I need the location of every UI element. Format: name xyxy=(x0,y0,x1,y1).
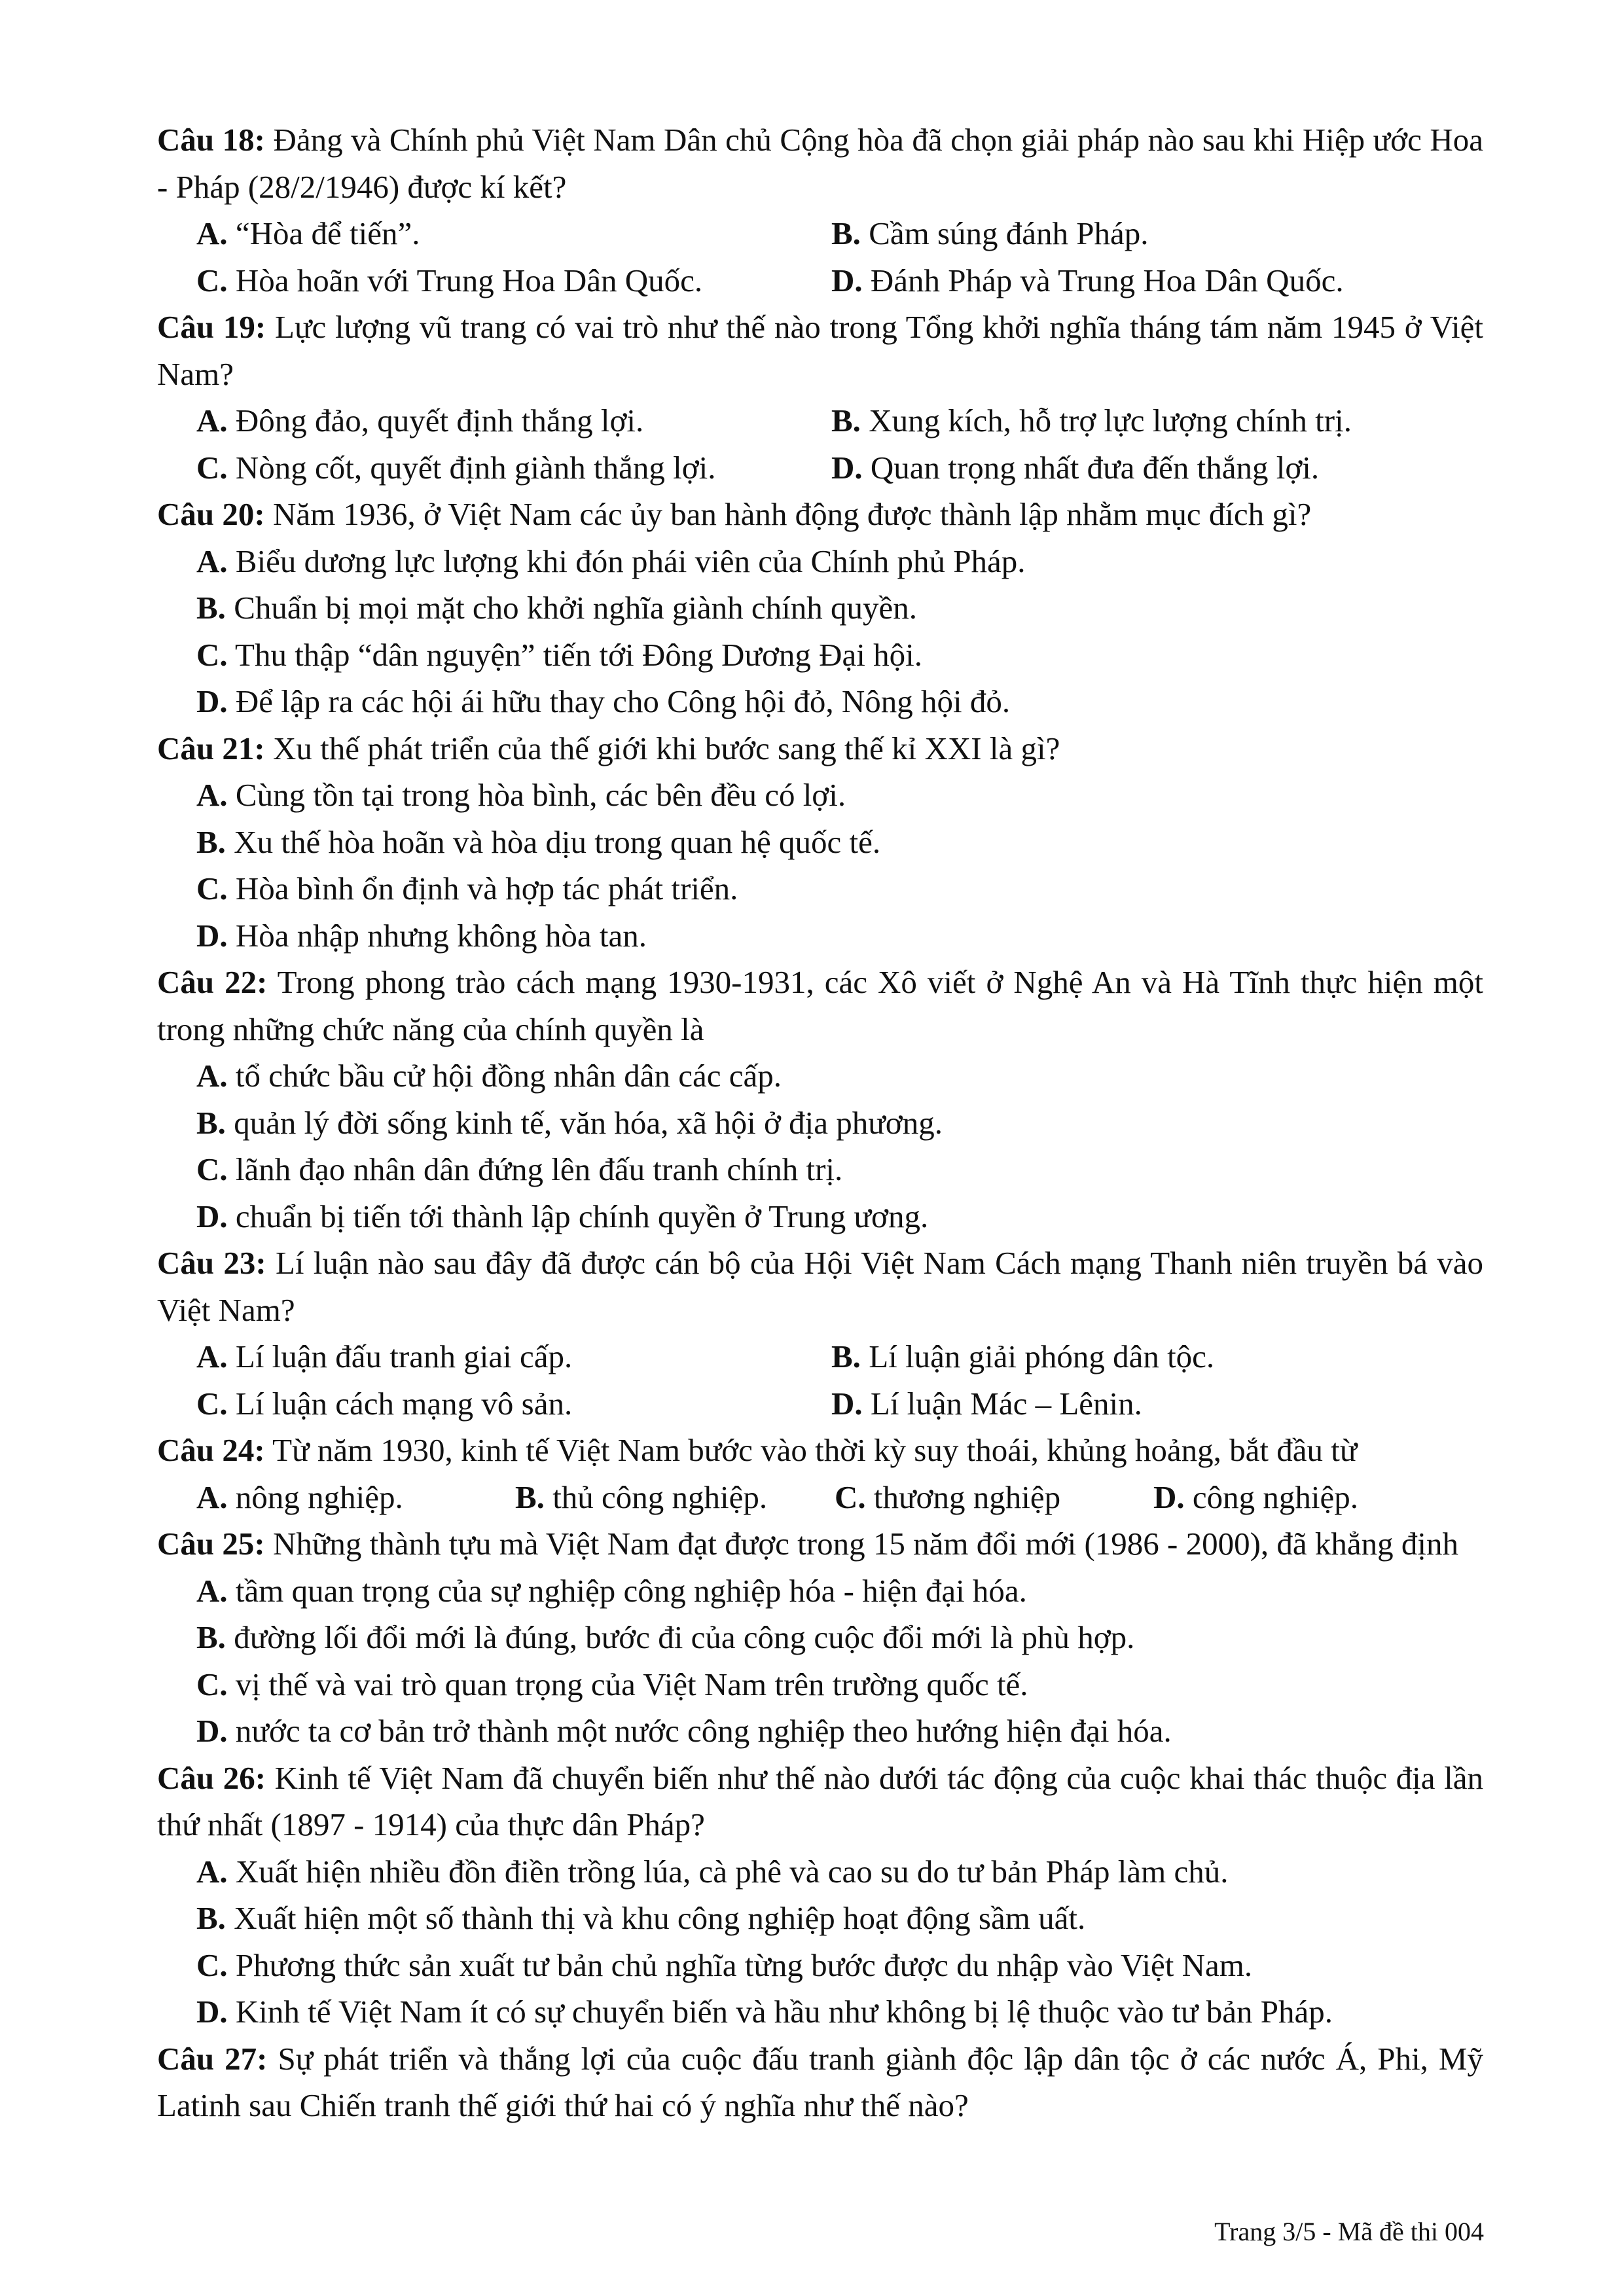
option-text: lãnh đạo nhân dân đứng lên đấu tranh chính trị. xyxy=(235,1151,843,1187)
question-26 xyxy=(157,1755,1483,1848)
option-letter: C. xyxy=(196,449,228,486)
exam-page xyxy=(157,117,1483,2129)
question-20 xyxy=(157,491,1483,538)
options-row xyxy=(157,1474,1483,1521)
option-a xyxy=(196,210,831,257)
option-d xyxy=(157,1193,1483,1240)
option-b xyxy=(157,584,1483,632)
option-letter: A. xyxy=(196,1479,228,1515)
option-letter: A. xyxy=(196,1572,228,1609)
option-text: công nghiệp. xyxy=(1192,1479,1359,1515)
option-text: Hòa bình ổn định và hợp tác phát triển. xyxy=(235,870,738,906)
option-text: nước ta cơ bản trở thành một nước công nghiệp theo hướng hiện đại hóa. xyxy=(235,1713,1172,1749)
option-c xyxy=(157,632,1483,679)
question-text: Lí luận nào sau đây đã được cán bộ của Hội Việt Nam Cách mạng Thanh niên truyền bá vào Việt Nam? xyxy=(157,1245,1483,1328)
option-letter: D. xyxy=(831,1385,863,1422)
question-label: Câu 19: xyxy=(157,309,266,345)
option-letter: C. xyxy=(196,1946,228,1983)
question-label: Câu 24: xyxy=(157,1432,265,1468)
option-letter: C. xyxy=(196,1385,228,1422)
option-text: Kinh tế Việt Nam ít có sự chuyển biến và hầu như không bị lệ thuộc vào tư bản Pháp. xyxy=(235,1994,1333,2030)
option-a xyxy=(157,772,1483,819)
option-d xyxy=(157,1988,1483,2036)
question-24 xyxy=(157,1427,1483,1474)
option-text: “Hòa để tiến”. xyxy=(235,215,420,251)
option-text: Nòng cốt, quyết định giành thắng lợi. xyxy=(235,449,716,486)
question-text: Sự phát triển và thắng lợi của cuộc đấu tranh giành độc lập dân tộc ở các nước Á, Phi, Mỹ Latinh sau Chiến tranh thế giới thứ hai có ý nghĩa như thế nào? xyxy=(157,2040,1484,2123)
option-c xyxy=(835,1474,1153,1521)
option-letter: A. xyxy=(196,1853,228,1890)
option-a xyxy=(157,538,1483,585)
option-a xyxy=(157,1568,1483,1615)
option-letter: D. xyxy=(196,1198,228,1234)
option-b xyxy=(831,397,1466,444)
question-text: Xu thế phát triển của thế giới khi bước sang thế kỉ XXI là gì? xyxy=(272,730,1060,766)
option-b xyxy=(831,1333,1466,1380)
option-text: đường lối đổi mới là đúng, bước đi của công cuộc đổi mới là phù hợp. xyxy=(234,1619,1135,1655)
question-label: Câu 18: xyxy=(157,122,265,158)
option-letter: B. xyxy=(831,403,861,439)
question-label: Câu 21: xyxy=(157,730,265,766)
option-letter: D. xyxy=(831,262,863,298)
option-text: Lí luận giải phóng dân tộc. xyxy=(869,1338,1215,1374)
question-label: Câu 22: xyxy=(157,964,268,1000)
option-letter: A. xyxy=(196,403,228,439)
option-text: Xung kích, hỗ trợ lực lượng chính trị. xyxy=(869,403,1352,439)
option-letter: B. xyxy=(196,1104,226,1141)
option-b xyxy=(157,1614,1483,1661)
page-footer: Trang 3/5 - Mã đề thi 004 xyxy=(1214,2217,1484,2246)
options-row xyxy=(157,1380,1483,1427)
option-text: Cùng tồn tại trong hòa bình, các bên đều có lợi. xyxy=(235,777,846,813)
option-text: tầm quan trọng của sự nghiệp công nghiệp hóa - hiện đại hóa. xyxy=(235,1572,1027,1609)
option-letter: C. xyxy=(196,870,228,906)
option-b xyxy=(831,210,1466,257)
option-text: Hòa nhập nhưng không hòa tan. xyxy=(235,917,647,954)
question-text: Năm 1936, ở Việt Nam các ủy ban hành động được thành lập nhằm mục đích gì? xyxy=(272,496,1312,532)
options-row xyxy=(157,257,1483,304)
option-text: Xuất hiện một số thành thị và khu công nghiệp hoạt động sầm uất. xyxy=(234,1900,1086,1936)
option-text: thủ công nghiệp. xyxy=(552,1479,768,1515)
option-text: Chuẩn bị mọi mặt cho khởi nghĩa giành chính quyền. xyxy=(234,590,918,626)
question-22 xyxy=(157,959,1483,1052)
options-row xyxy=(157,1333,1483,1380)
question-label: Câu 25: xyxy=(157,1526,265,1562)
option-letter: B. xyxy=(196,1900,226,1936)
option-text: Để lập ra các hội ái hữu thay cho Công hội đỏ, Nông hội đỏ. xyxy=(235,683,1011,719)
question-27 xyxy=(157,2036,1483,2129)
option-letter: A. xyxy=(196,543,228,579)
question-text: Kinh tế Việt Nam đã chuyển biến như thế nào dưới tác động của cuộc khai thác thuộc địa lần thứ nhất (1897 - 1914) của thực dân Pháp? xyxy=(157,1759,1483,1842)
option-letter: B. xyxy=(196,823,226,860)
option-text: Thu thập “dân nguyện” tiến tới Đông Dương Đại hội. xyxy=(235,636,923,673)
question-25 xyxy=(157,1520,1483,1568)
option-text: vị thế và vai trò quan trọng của Việt Nam trên trường quốc tế. xyxy=(235,1666,1028,1702)
option-d xyxy=(157,1708,1483,1755)
option-text: Lí luận cách mạng vô sản. xyxy=(235,1385,573,1422)
option-a xyxy=(196,1474,515,1521)
option-d xyxy=(831,257,1466,304)
question-label: Câu 23: xyxy=(157,1245,266,1281)
option-d xyxy=(831,444,1466,492)
options-row xyxy=(157,444,1483,492)
option-b xyxy=(157,1100,1483,1147)
option-b xyxy=(157,819,1483,866)
option-text: Hòa hoãn với Trung Hoa Dân Quốc. xyxy=(235,262,703,298)
option-letter: A. xyxy=(196,1058,228,1094)
option-text: Phương thức sản xuất tư bản chủ nghĩa từng bước được du nhập vào Việt Nam. xyxy=(235,1946,1253,1983)
question-text: Từ năm 1930, kinh tế Việt Nam bước vào thời kỳ suy thoái, khủng hoảng, bắt đầu từ xyxy=(272,1432,1358,1468)
option-letter: D. xyxy=(1153,1479,1185,1515)
option-letter: C. xyxy=(196,636,228,673)
option-c xyxy=(196,1380,831,1427)
question-label: Câu 26: xyxy=(157,1759,266,1796)
option-letter: C. xyxy=(196,1151,228,1187)
question-label: Câu 27: xyxy=(157,2040,268,2077)
option-text: Quan trọng nhất đưa đến thắng lợi. xyxy=(870,449,1320,486)
option-letter: A. xyxy=(196,777,228,813)
option-text: Lí luận đấu tranh giai cấp. xyxy=(235,1338,573,1374)
option-letter: B. xyxy=(831,215,861,251)
option-c xyxy=(157,1146,1483,1193)
question-text: Đảng và Chính phủ Việt Nam Dân chủ Cộng hòa đã chọn giải pháp nào sau khi Hiệp ước Hoa - Pháp (28/2/1946) được kí kết? xyxy=(157,122,1483,205)
question-19 xyxy=(157,304,1483,397)
option-letter: A. xyxy=(196,1338,228,1374)
question-23 xyxy=(157,1240,1483,1333)
option-letter: B. xyxy=(196,1619,226,1655)
option-d xyxy=(831,1380,1466,1427)
option-a xyxy=(196,397,831,444)
option-c xyxy=(157,1942,1483,1989)
option-letter: D. xyxy=(196,683,228,719)
question-text: Lực lượng vũ trang có vai trò như thế nào trong Tổng khởi nghĩa tháng tám năm 1945 ở Việt Nam? xyxy=(157,309,1483,392)
option-c xyxy=(196,257,831,304)
option-d xyxy=(157,912,1483,960)
question-text: Những thành tựu mà Việt Nam đạt được trong 15 năm đổi mới (1986 - 2000), đã khẳng định xyxy=(272,1526,1459,1562)
option-letter: D. xyxy=(831,449,863,486)
option-letter: D. xyxy=(196,1994,228,2030)
option-text: Xu thế hòa hoãn và hòa dịu trong quan hệ quốc tế. xyxy=(234,823,881,860)
option-letter: C. xyxy=(196,262,228,298)
question-21 xyxy=(157,725,1483,772)
option-b xyxy=(515,1474,835,1521)
option-text: Lí luận Mác – Lênin. xyxy=(870,1385,1142,1422)
question-text: Trong phong trào cách mạng 1930-1931, các Xô viết ở Nghệ An và Hà Tĩnh thực hiện một trong những chức năng của chính quyền là xyxy=(157,964,1483,1047)
option-a xyxy=(157,1052,1483,1100)
option-letter: D. xyxy=(196,917,228,954)
option-text: thương nghiệp xyxy=(873,1479,1061,1515)
option-text: Cầm súng đánh Pháp. xyxy=(869,215,1149,251)
options-row xyxy=(157,210,1483,257)
option-letter: B. xyxy=(196,590,226,626)
option-c xyxy=(157,865,1483,912)
option-d xyxy=(157,678,1483,725)
option-text: nông nghiệp. xyxy=(235,1479,403,1515)
option-letter: D. xyxy=(196,1713,228,1749)
option-text: tổ chức bầu cử hội đồng nhân dân các cấp. xyxy=(235,1058,782,1094)
option-letter: B. xyxy=(831,1338,861,1374)
option-a xyxy=(196,1333,831,1380)
option-text: chuẩn bị tiến tới thành lập chính quyền ở Trung ương. xyxy=(235,1198,929,1234)
option-letter: B. xyxy=(515,1479,545,1515)
option-letter: A. xyxy=(196,215,228,251)
option-letter: C. xyxy=(196,1666,228,1702)
option-text: Đánh Pháp và Trung Hoa Dân Quốc. xyxy=(870,262,1344,298)
option-text: quản lý đời sống kinh tế, văn hóa, xã hội ở địa phương. xyxy=(234,1104,943,1141)
option-text: Đông đảo, quyết định thắng lợi. xyxy=(235,403,644,439)
option-a xyxy=(157,1848,1483,1895)
question-label: Câu 20: xyxy=(157,496,265,532)
option-letter: C. xyxy=(835,1479,866,1515)
option-b xyxy=(157,1895,1483,1942)
option-c xyxy=(196,444,831,492)
option-c xyxy=(157,1661,1483,1708)
option-d xyxy=(1153,1474,1358,1521)
question-18 xyxy=(157,117,1483,210)
option-text: Biểu dương lực lượng khi đón phái viên của Chính phủ Pháp. xyxy=(235,543,1026,579)
options-row xyxy=(157,397,1483,444)
option-text: Xuất hiện nhiều đồn điền trồng lúa, cà phê và cao su do tư bản Pháp làm chủ. xyxy=(235,1853,1229,1890)
